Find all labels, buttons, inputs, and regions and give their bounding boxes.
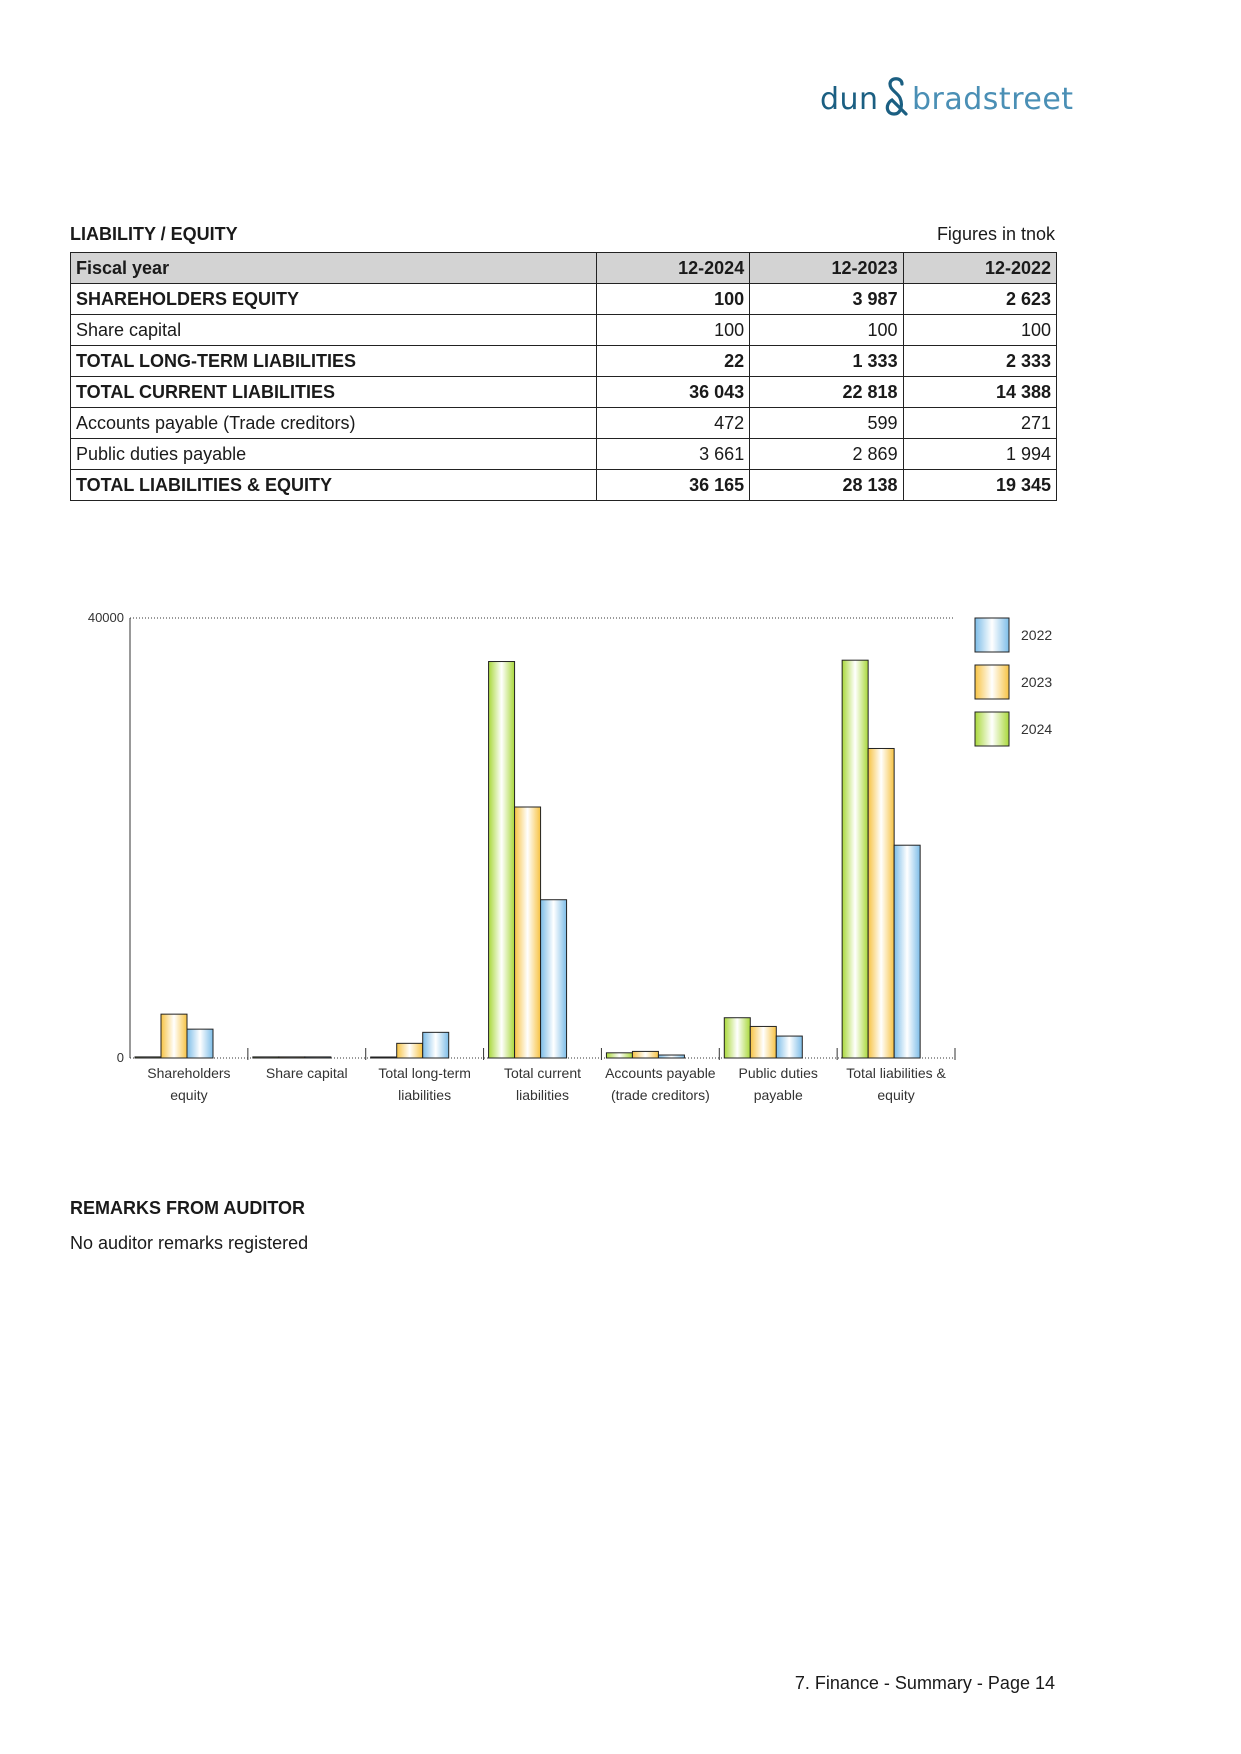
- x-category-label: liabilities: [398, 1087, 452, 1103]
- row-label: SHAREHOLDERS EQUITY: [71, 284, 597, 315]
- row-label: Public duties payable: [71, 439, 597, 470]
- x-category-label: liabilities: [516, 1087, 569, 1103]
- bar-2023: [750, 1026, 776, 1058]
- page-footer: 7. Finance - Summary - Page 14: [794, 1673, 1055, 1693]
- row-value: 22: [596, 346, 749, 377]
- ampersand-icon: [880, 74, 912, 122]
- logo-word-bradstreet: bradstreet: [912, 82, 1074, 117]
- legend-swatch-2022: [975, 618, 1009, 652]
- bar-2024: [135, 1057, 161, 1058]
- table-row: [71, 439, 1057, 470]
- bar-2024: [724, 1018, 750, 1058]
- table-row: [71, 470, 1057, 501]
- bar-2022: [658, 1055, 684, 1058]
- remarks-title: REMARKS FROM AUDITOR: [70, 1198, 305, 1218]
- table-row: [71, 315, 1057, 346]
- figures-note: Figures in tnok: [936, 224, 1055, 244]
- row-value: 14 388: [903, 377, 1056, 408]
- bar-2024: [606, 1053, 632, 1058]
- row-value: 472: [596, 408, 749, 439]
- bar-2024: [489, 662, 515, 1058]
- row-value: 3 987: [750, 284, 903, 315]
- x-category-label: equity: [877, 1087, 915, 1103]
- x-category-label: (trade creditors): [610, 1087, 710, 1103]
- bar-2023: [868, 748, 894, 1058]
- row-value: 271: [903, 408, 1056, 439]
- bar-2023: [515, 807, 541, 1058]
- row-value: 1 333: [750, 346, 903, 377]
- liability-equity-table: [70, 252, 1057, 501]
- table-row: [71, 408, 1057, 439]
- legend-swatch-2023: [975, 665, 1009, 699]
- header-year-2022: 12-2022: [903, 253, 1056, 284]
- header-year-2024: 12-2024: [596, 253, 749, 284]
- row-value: 3 661: [596, 439, 749, 470]
- bar-2024: [253, 1057, 279, 1058]
- row-label: TOTAL LIABILITIES & EQUITY: [71, 470, 597, 501]
- logo-word-dun: dun: [820, 82, 879, 117]
- row-label: TOTAL LONG-TERM LIABILITIES: [71, 346, 597, 377]
- bar-2022: [776, 1036, 802, 1058]
- row-value: 19 345: [903, 470, 1056, 501]
- bar-2022: [894, 845, 920, 1058]
- table-row: [71, 346, 1057, 377]
- bar-2023: [279, 1057, 305, 1058]
- row-value: 36 043: [596, 377, 749, 408]
- header-year-2023: 12-2023: [750, 253, 903, 284]
- table-header-row: [71, 253, 1057, 284]
- row-value: 100: [596, 284, 749, 315]
- bar-2023: [397, 1043, 423, 1058]
- x-category-label: payable: [753, 1087, 803, 1103]
- row-value: 2 623: [903, 284, 1056, 315]
- x-category-label: Shareholders: [147, 1065, 231, 1081]
- row-value: 2 333: [903, 346, 1056, 377]
- x-category-label: Accounts payable: [605, 1065, 716, 1081]
- table-row: [71, 377, 1057, 408]
- bar-2024: [842, 660, 868, 1058]
- x-category-label: Total long-term: [378, 1065, 471, 1081]
- x-category-label: Share capital: [265, 1065, 348, 1081]
- x-category-label: Total liabilities &: [846, 1065, 946, 1081]
- row-value: 2 869: [750, 439, 903, 470]
- row-value: 100: [750, 315, 903, 346]
- remarks-text: No auditor remarks registered: [70, 1233, 309, 1253]
- liability-equity-chart: [60, 600, 1070, 1120]
- row-value: 28 138: [750, 470, 903, 501]
- header-fiscal-year: Fiscal year: [71, 253, 597, 284]
- legend-label: 2023: [1021, 674, 1053, 690]
- bar-2023: [161, 1014, 187, 1058]
- bar-2023: [632, 1051, 658, 1058]
- row-label: Accounts payable (Trade creditors): [71, 408, 597, 439]
- row-label: Share capital: [71, 315, 597, 346]
- bar-2022: [541, 900, 567, 1058]
- legend-label: 2022: [1021, 627, 1053, 643]
- y-tick-label: 40000: [87, 610, 124, 625]
- x-category-label: equity: [170, 1087, 208, 1103]
- legend-label: 2024: [1021, 721, 1053, 737]
- row-value: 22 818: [750, 377, 903, 408]
- row-value: 599: [750, 408, 903, 439]
- y-tick-label: 0: [116, 1050, 124, 1065]
- row-value: 100: [596, 315, 749, 346]
- x-category-label: Public duties: [738, 1065, 818, 1081]
- row-label: TOTAL CURRENT LIABILITIES: [71, 377, 597, 408]
- row-value: 100: [903, 315, 1056, 346]
- bar-2024: [371, 1057, 397, 1058]
- bar-2022: [423, 1032, 449, 1058]
- x-category-label: Total current: [503, 1065, 582, 1081]
- row-value: 36 165: [596, 470, 749, 501]
- row-value: 1 994: [903, 439, 1056, 470]
- bar-2022: [187, 1029, 213, 1058]
- table-row: [71, 284, 1057, 315]
- section-title: LIABILITY / EQUITY: [70, 224, 238, 244]
- legend-swatch-2024: [975, 712, 1009, 746]
- bar-2022: [305, 1057, 331, 1058]
- bar-chart-svg: [60, 600, 1070, 1120]
- dun-bradstreet-logo: [820, 80, 1074, 124]
